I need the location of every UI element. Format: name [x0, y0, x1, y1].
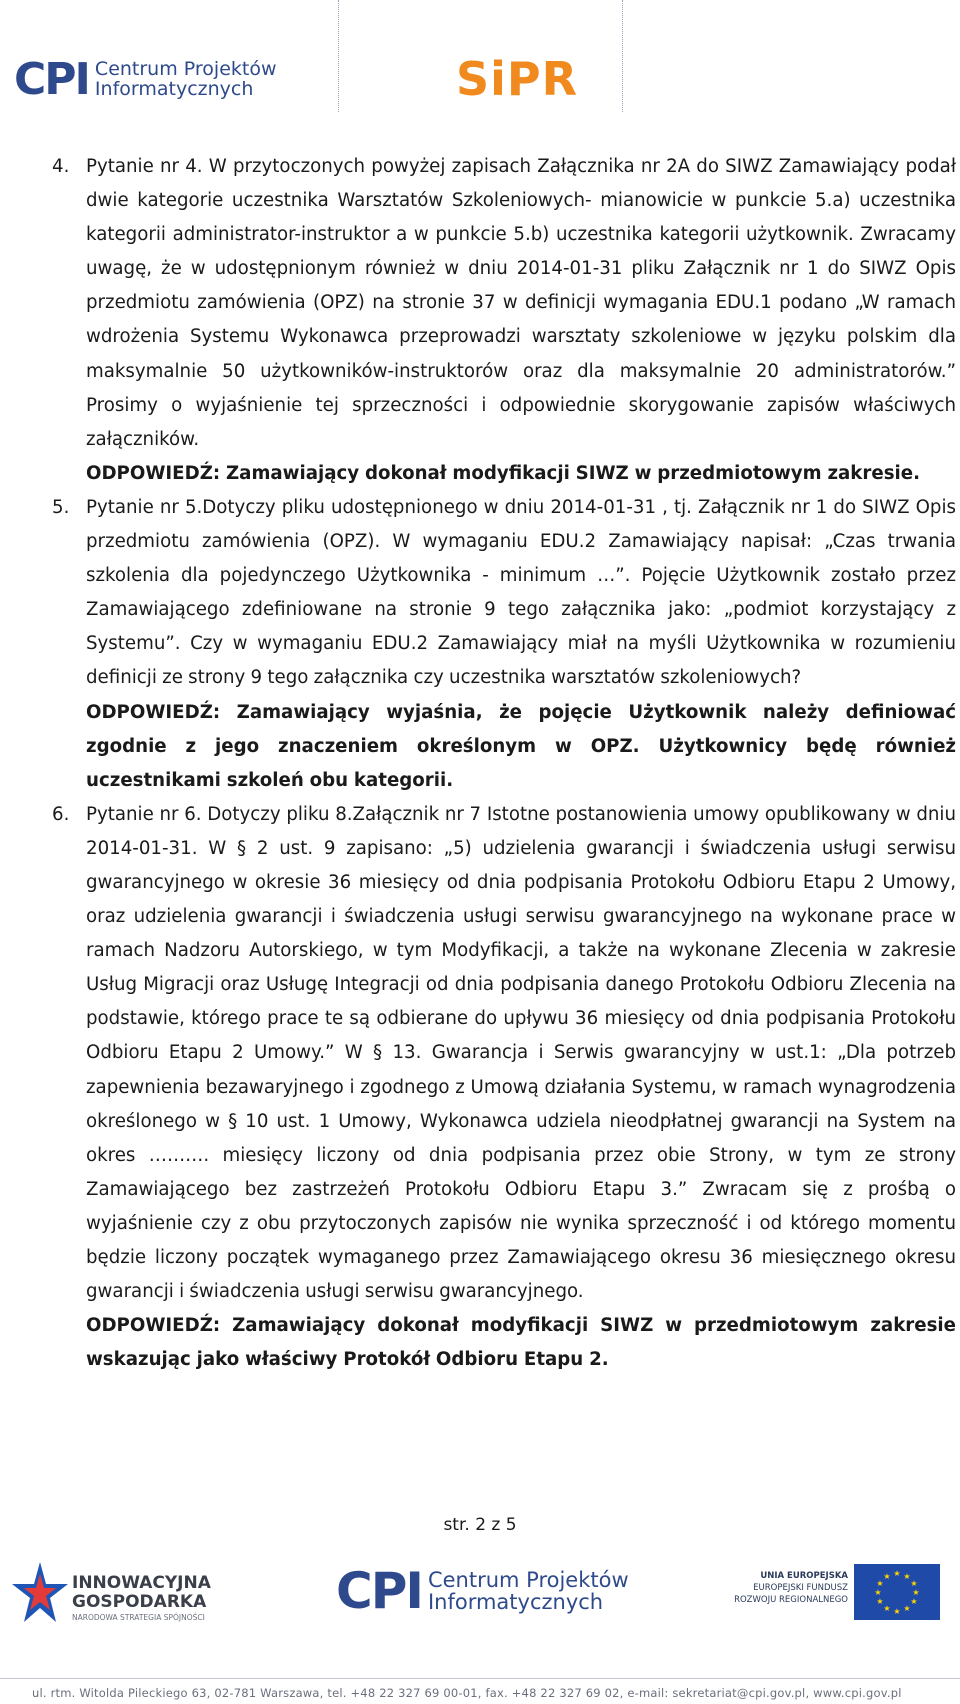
footer-cpi-logo-mark: CPI — [336, 1562, 422, 1620]
svg-text:★: ★ — [893, 1607, 901, 1616]
footer-address: ul. rtm. Witolda Pileckiego 63, 02-781 Warszawa, tel. +48 22 327 69 00-01, fax. +48 22 327 69 02, e-mail: sekretariat@cpi.gov.pl, www.cpi.gov.pl — [32, 1686, 902, 1700]
question-item — [52, 798, 956, 1309]
svg-text:★: ★ — [903, 1604, 911, 1613]
eu-line2: EUROPEJSKI FUNDUSZ — [753, 1583, 848, 1593]
cpi-logo — [14, 54, 277, 105]
question-text: Pytanie nr 4. W przytoczonych powyżej zapisach Załącznika nr 2A do SIWZ Zamawiający podał dwie kategorie uczestnika Warsztatów Szkoleniowych- mianowicie w punkcie 5.a) uczestnika kategorii administrator-instruktor a w punkcie 5.b) uczestnika kategorii użytkownik. Zwracamy uwagę, że w udostępnionym również w dniu 2014-01-31 pliku Załącznik nr 1 do SIWZ Opis przedmiotu zamówienia (OPZ) na stronie 37 w definicji wymagania EDU.1 podano „W ramach wdrożenia Systemu Wykonawca przeprowadzi warsztaty szkoleniowe w języku polskim dla maksymalnie 50 użytkowników-instruktorów oraz dla maksymalnie 20 administratorów.” Prosimy o wyjaśnienie tej sprzeczności i odpowiednie skorygowanie zapisów właściwych załączników. — [86, 156, 956, 450]
question-item — [52, 491, 956, 696]
svg-text:★: ★ — [883, 1572, 891, 1581]
cpi-logo-line1: Centrum Projektów — [94, 57, 277, 80]
page-number: str. 2 z 5 — [443, 1515, 517, 1535]
header-separator — [338, 0, 339, 112]
svg-text:★: ★ — [893, 1569, 901, 1578]
svg-text:★: ★ — [876, 1597, 884, 1606]
svg-text:★: ★ — [912, 1588, 920, 1597]
innovation-star-icon — [10, 1560, 70, 1632]
innowacyjna-line3: NARODOWA STRATEGIA SPÓJNOŚCI — [72, 1613, 205, 1622]
svg-text:★: ★ — [876, 1579, 884, 1588]
cpi-logo-line2: Informatycznych — [94, 77, 254, 100]
innowacyjna-line2: GOSPODARKA — [72, 1592, 207, 1612]
eu-line3: ROZWOJU REGIONALNEGO — [734, 1595, 848, 1605]
document-body — [52, 150, 956, 1377]
svg-text:★: ★ — [883, 1604, 891, 1613]
svg-text:★: ★ — [874, 1588, 882, 1597]
question-text: Pytanie nr 5.Dotyczy pliku udostępnionego w dniu 2014-01-31 , tj. Załącznik nr 1 do SIWZ Opis przedmiotu zamówienia (OPZ). W wymaganiu EDU.2 Zamawiający napisał: „Czas trwania szkolenia dla pojedynczego Użytkownika - minimum …”. Pojęcie Użytkownik zostało przez Zamawiającego zdefiniowane na stronie 9 tego załącznika jako: „podmiot korzystający z Systemu”. Czy w wymaganiu EDU.2 Zamawiający miał na myśli Użytkownika w rozumieniu definicji ze strony 9 tego załącznika czy uczestnika warsztatów szkoleniowych? — [86, 496, 956, 689]
header-separator — [622, 0, 623, 112]
svg-text:★: ★ — [910, 1579, 918, 1588]
footer-cpi-logo — [336, 1562, 629, 1620]
answer-text: ODPOWIEDŹ: Zamawiający wyjaśnia, że pojęcie Użytkownik należy definiować zgodnie z jego znaczeniem określonym w OPZ. Użytkownicy będę również uczestnikami szkoleń obu kategorii. — [86, 701, 956, 791]
footer-cpi-logo-line1: Centrum Projektów — [427, 1567, 629, 1592]
footer-logos — [0, 1548, 960, 1658]
item-number: 4. — [52, 156, 70, 177]
footer-divider — [0, 1678, 960, 1679]
item-number: 6. — [52, 803, 70, 825]
eu-logo — [710, 1562, 940, 1632]
answer-text: ODPOWIEDŹ: Zamawiający dokonał modyfikacji SIWZ w przedmiotowym zakresie. — [86, 462, 921, 484]
innowacyjna-gospodarka-logo — [10, 1556, 240, 1636]
cpi-logo-mark: CPI — [14, 54, 89, 105]
eu-flag-icon — [854, 1564, 940, 1620]
innowacyjna-line1: INNOWACYJNA — [72, 1573, 211, 1593]
question-text: Pytanie nr 6. Dotyczy pliku 8.Załącznik nr 7 Istotne postanowienia umowy opublikowany w dniu 2014-01-31. W § 2 ust. 9 zapisano: „5) udzielenia gwarancji i świadczenia usługi serwisu gwarancyjnego w okresie 36 miesięcy od dnia podpisania Protokołu Odbioru Etapu 2 Umowy, oraz udzielenia gwarancji i świadczenia usługi serwisu gwarancyjnego na wykonane prace w ramach Nadzoru Autorskiego, w tym Modyfikacji, a także na wykonane Zlecenia w zakresie Usług Migracji oraz Usługę Integracji od dnia podpisania danego Protokołu Odbioru Zlecenia na podstawie, którego prace te są odbierane do upływu 36 miesięcy od dnia podpisania Protokołu Odbioru Etapu 2 Umowy.” W § 13. Gwarancja i Serwis gwarancyjny w ust.1: „Dla potrzeb zapewnienia bezawaryjnego i zgodnego z Umową działania Systemu, w ramach wynagrodzenia określonego w § 10 ust. 1 Umowy, Wykonawca udziela nieodpłatnej gwarancji na System na okres ………. miesięcy liczony od dnia podpisania przez obie Strony, w tym ze strony Zamawiającego bez zastrzeżeń Protokołu Odbioru Etapu 3.” Zwracam się z prośbą o wyjaśnienie czy z obu przytoczonych zapisów nie wynika sprzeczność i od którego momentu będzie liczony początek wymaganego przez Zamawiającego okresu 36 miesięcznego okresu gwarancji i świadczenia usługi serwisu gwarancyjnego. — [86, 803, 956, 1303]
svg-text:★: ★ — [903, 1572, 911, 1581]
footer-cpi-logo-line2: Informatycznych — [427, 1590, 604, 1614]
svg-text:★: ★ — [910, 1597, 918, 1606]
eu-line1: UNIA EUROPEJSKA — [760, 1571, 848, 1581]
item-number: 5. — [52, 496, 70, 518]
answer-text: ODPOWIEDŹ: Zamawiający dokonał modyfikacji SIWZ w przedmiotowym zakresie wskazując jako właściwy Protokół Odbioru Etapu 2. — [86, 1315, 956, 1371]
question-item — [52, 150, 956, 457]
sipr-logo: SiPR — [456, 52, 579, 106]
